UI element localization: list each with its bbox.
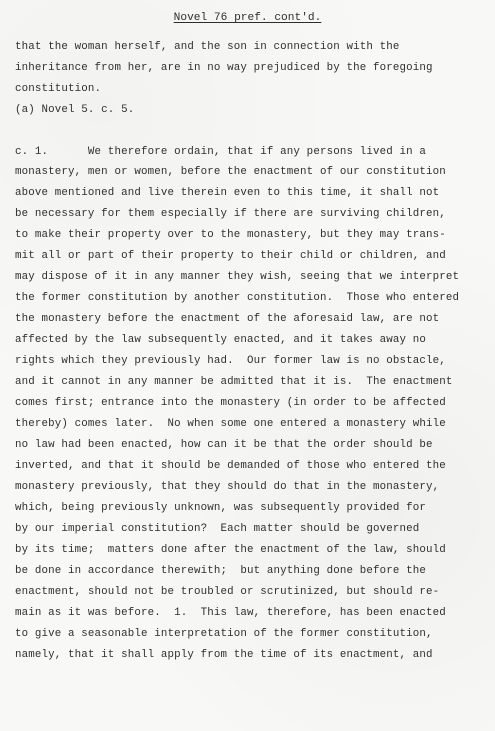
text-line: the former constitution by another constitution. Those who entered (15, 292, 460, 304)
text-line: may dispose of it in any manner they wish, seeing that we interpret (15, 271, 460, 283)
text-line: rights which they previously had. Our former law is no obstacle, (15, 355, 446, 367)
text-line: be necessary for them especially if there are surviving children, (15, 208, 446, 220)
text-line: constitution. (15, 83, 102, 95)
text-line: monastery previously, that they should do that in the monastery, (15, 481, 440, 493)
text-line: main as it was before. 1. This law, therefore, has been enacted (15, 607, 446, 619)
text-line: above mentioned and live therein even to this time, it shall not (15, 187, 440, 199)
text-line: affected by the law subsequently enacted, and it takes away no (15, 334, 427, 346)
text-line: by its time; matters done after the enactment of the law, should (15, 544, 446, 556)
text-line: enactment, should not be troubled or scrutinized, but should re- (15, 586, 440, 598)
page-header-text: Novel 76 pref. cont'd. (173, 12, 322, 24)
text-line: mit all or part of their property to their child or children, and (15, 250, 446, 262)
text-line: inverted, and that it should be demanded of those who entered the (15, 460, 446, 472)
text-line: by our imperial constitution? Each matter should be governed (15, 523, 420, 535)
text-line: no law had been enacted, how can it be that the order should be (15, 439, 433, 451)
text-line: (a) Novel 5. c. 5. (15, 104, 135, 116)
page-header (0, 11, 495, 25)
text-line: and it cannot in any manner be admitted that it is. The enactment (15, 376, 453, 388)
text-line: the monastery before the enactment of the aforesaid law, are not (15, 313, 440, 325)
text-line: thereby) comes later. No when some one entered a monastery while (15, 418, 446, 430)
text-line: inheritance from her, are in no way prejudiced by the foregoing (15, 62, 433, 74)
text-line: monastery, men or women, before the enactment of our constitution (15, 166, 446, 178)
text-line: that the woman herself, and the son in connection with the (15, 41, 400, 53)
text-line: to give a seasonable interpretation of the former constitution, (15, 628, 433, 640)
text-line: c. 1. We therefore ordain, that if any persons lived in a (15, 146, 427, 158)
text-line: to make their property over to the monastery, but they may trans- (15, 229, 446, 241)
text-line: namely, that it shall apply from the time of its enactment, and (15, 649, 433, 661)
text-line: comes first; entrance into the monastery (in order to be affected (15, 397, 446, 409)
text-line: be done in accordance therewith; but anything done before the (15, 565, 427, 577)
text-line: which, being previously unknown, was subsequently provided for (15, 502, 427, 514)
